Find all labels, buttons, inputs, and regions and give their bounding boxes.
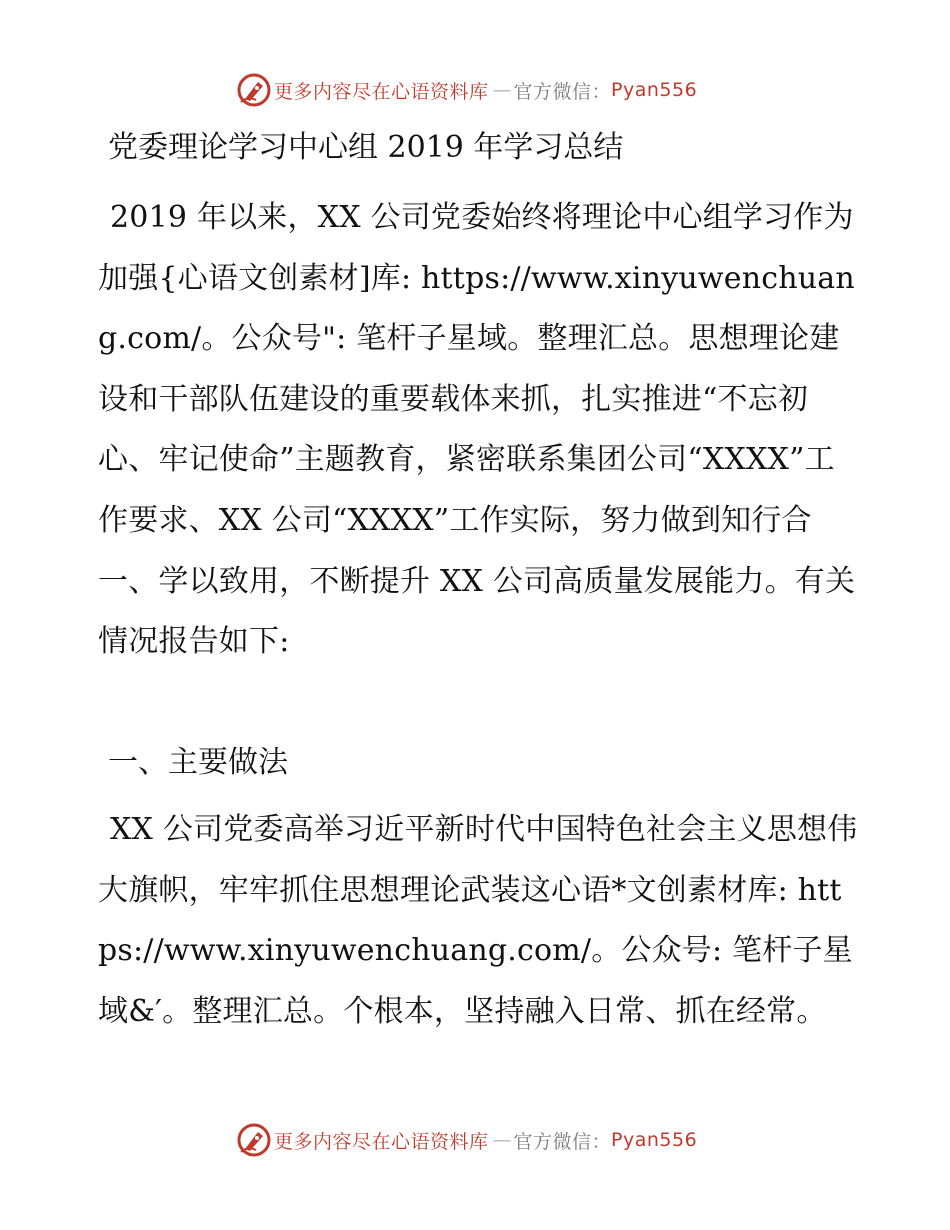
watermark-wechat-id: Pyan556 (611, 1129, 698, 1151)
watermark-wechat-label: 官方微信： (513, 80, 612, 103)
watermark-wechat-label: 官方微信： (513, 1130, 612, 1153)
watermark-text: 更多内容尽在心语资料库 (274, 80, 489, 103)
header-watermark (236, 72, 697, 108)
watermark-dash: — (492, 1129, 510, 1151)
section-heading-main-practices: 一、主要做法 (108, 745, 288, 780)
watermark-text: 更多内容尽在心语资料库 (274, 1130, 489, 1153)
document-title: 党委理论学习中心组 2019 年学习总结 (108, 130, 624, 165)
watermark-wechat-id: Pyan556 (611, 79, 698, 101)
pen-nib-logo-icon (236, 72, 272, 108)
pen-nib-logo-icon (236, 1122, 272, 1158)
practices-paragraph: XX 公司党委高举习近平新时代中国特色社会主义思想伟大旗帜，牢牢抓住思想理论武装这心语*文创素材库: https://www.xinyuwenchuang.com/。公众号: 笔杆子星域&′。整理汇总。个根本，坚持融入日常、抓在经常。 (98, 812, 858, 1029)
intro-paragraph: 2019 年以来，XX 公司党委始终将理论中心组学习作为加强{心语文创素材]库: https://www.xinyuwenchuang.com/。公众号": 笔杆子星域。整理汇总。思想理论建设和干部队伍建设的重要载体来抓，扎实推进“不忘初心、牢记使命”主题教育，紧密联系集团公司“XXXX”工作要求、XX 公司“XXXX”工作实际，努力做到知行合一、学以致用，不断提升 XX 公司高质量发展能力。有关情况报告如下: (98, 200, 856, 660)
watermark-dash: — (492, 79, 510, 101)
footer-watermark (236, 1122, 697, 1158)
